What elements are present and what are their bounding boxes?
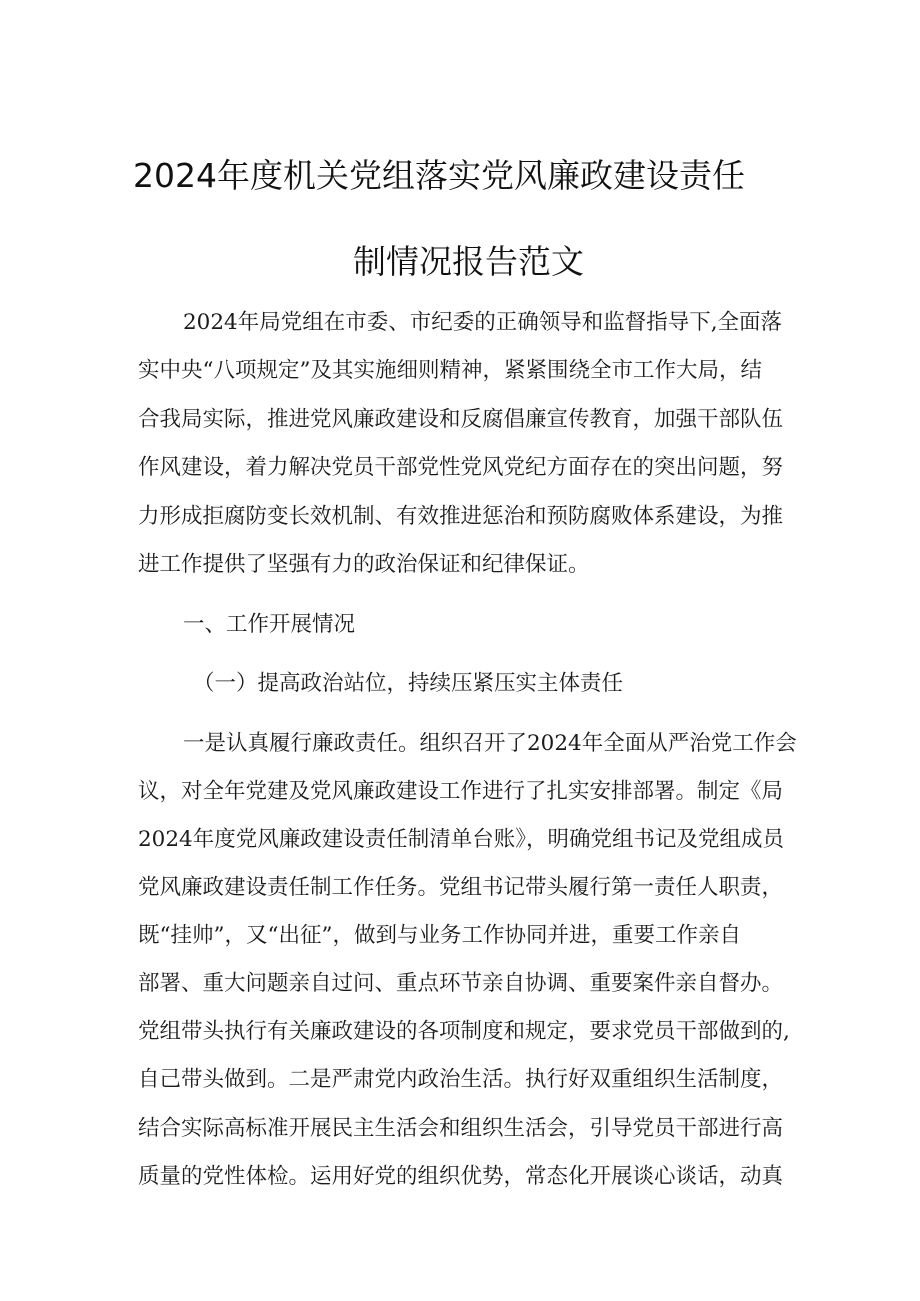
body-paragraph-line: 结合实际高标准开展民主生活会和组织生活会，引导党员干部进行高 — [138, 1116, 784, 1141]
body-paragraph-line: 党风廉政建设责任制工作任务。党组书记带头履行第一责任人职责， — [138, 875, 784, 900]
subsection-heading: （一）提高政治站位，持续压紧压实主体责任 — [193, 671, 624, 696]
intro-paragraph-line: 实中央“八项规定”及其实施细则精神，紧紧围绕全市工作大局，结 — [138, 358, 762, 383]
intro-paragraph-line: 力形成拒腐防变长效机制、有效推进惩治和预防腐败体系建设，为推 — [138, 504, 784, 529]
intro-paragraph-line: 合我局实际，推进党风廉政建设和反腐倡廉宣传教育，加强干部队伍 — [138, 407, 784, 432]
intro-paragraph-line: 作风建设，着力解决党员干部党性党风党纪方面存在的突出问题，努 — [138, 455, 784, 480]
intro-paragraph-line: 进工作提供了坚强有力的政治保证和纪律保证。 — [138, 552, 590, 577]
body-paragraph-line: 一是认真履行廉政责任。组织召开了2024年全面从严治党工作会 — [183, 731, 797, 756]
body-paragraph-line: 党组带头执行有关廉政建设的各项制度和规定，要求党员干部做到的, — [138, 1019, 790, 1044]
document-title-line-2: 制情况报告范文 — [353, 242, 584, 281]
body-paragraph-line: 自己带头做到。二是严肃党内政治生活。执行好双重组织生活制度， — [138, 1067, 784, 1092]
body-paragraph-line: 部署、重大问题亲自过问、重点环节亲自协调、重要案件亲自督办。 — [138, 971, 784, 996]
section-heading: 一、工作开展情况 — [183, 612, 356, 637]
body-paragraph-line: 质量的党性体检。运用好党的组织优势，常态化开展谈心谈话，动真 — [138, 1164, 784, 1189]
intro-paragraph-line: 2024年局党组在市委、市纪委的正确领导和监督指导下,全面落 — [183, 310, 783, 335]
document-title-line-1: 2024年度机关党组落实党风廉政建设责任 — [133, 156, 745, 195]
body-paragraph-line: 议，对全年党建及党风廉政建设工作进行了扎实安排部署。制定《局 — [138, 779, 784, 804]
body-paragraph-line: 既“挂帅”，又“出征”，做到与业务工作协同并进，重要工作亲自 — [138, 923, 741, 948]
body-paragraph-line: 2024年度党风廉政建设责任制清单台账》，明确党组书记及党组成员 — [138, 827, 784, 852]
